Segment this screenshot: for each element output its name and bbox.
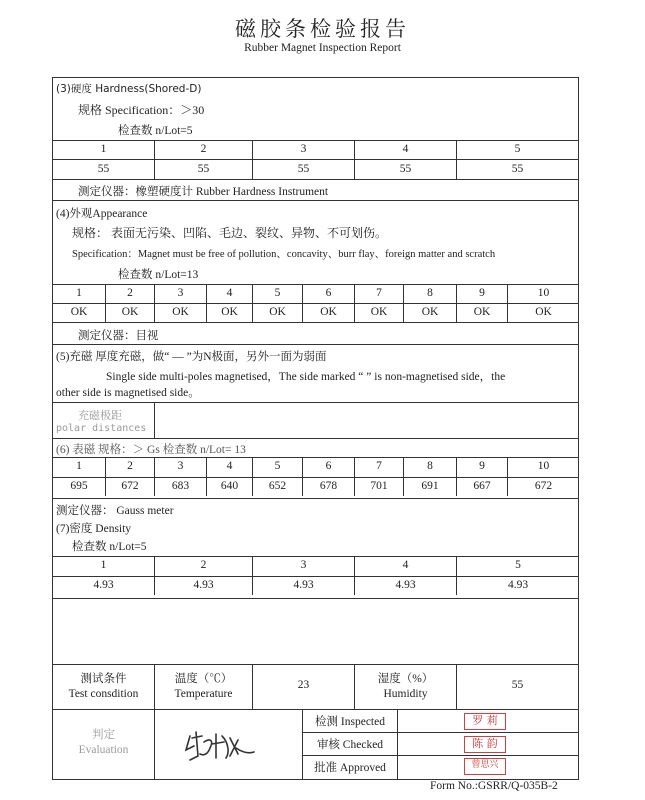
appearance-value-7: OK [370,306,388,318]
hardness-instrument: 测定仪器：橡塑硬度计 Rubber Hardness Instrument [78,186,329,198]
surface-value-8: 691 [421,480,439,492]
density-header-5: 5 [515,559,521,571]
surface-value-4: 640 [220,480,239,492]
surface-header-4: 4 [226,460,233,472]
appearance-header-6: 6 [325,287,332,299]
humidity-label-cn: 湿度（%） [377,673,434,685]
appearance-header-10: 10 [537,287,550,299]
density-header-2: 2 [200,559,207,571]
surface-header-9: 9 [479,460,485,472]
inspected-label: 检测 Inspected [315,716,385,728]
test-condition-label-cn: 测试条件 [80,673,127,685]
evaluation-label-cn: 判定 [92,729,115,741]
appearance-header-7: 7 [376,287,382,299]
density-header-3: 3 [300,559,307,571]
hardness-header-2: 2 [200,143,207,155]
hardness-value-4: 55 [399,163,412,175]
form-number: Form No.:GSRR/Q-035B-2 [430,780,558,792]
appearance-header-5: 5 [274,287,281,299]
humidity-value: 55 [511,679,524,691]
report-title-en: Rubber Magnet Inspection Report [244,42,401,54]
temperature-value: 23 [297,679,310,691]
surface-header-5: 5 [274,460,281,472]
surface-value-2: 672 [121,480,139,492]
surface-header-7: 7 [376,460,382,472]
appearance-header-3: 3 [177,287,184,299]
magnetize-desc-line2: other side is magnetised side。 [56,387,200,399]
density-sample: 检查数 n/Lot=5 [72,541,147,553]
hardness-header-3: 3 [300,143,307,155]
evaluation-signature [180,728,260,764]
appearance-value-9: OK [473,306,491,318]
appearance-spec-cn: 规格： 表面无污染、凹陷、毛边、裂纹、异物、不可划伤。 [72,226,388,240]
surface-header-10: 10 [537,460,550,472]
appearance-header-4: 4 [226,287,233,299]
appearance-value-3: OK [172,306,189,318]
appearance-header-1: 1 [76,287,82,299]
surface-header-2: 2 [127,460,133,472]
appearance-sample: 检查数 n/Lot=13 [118,269,199,281]
surface-header-6: 6 [325,460,332,472]
appearance-header-9: 9 [479,287,485,299]
magnetize-heading: (5)充磁 厚度充磁，做“ — ”为N极面，另外一面为弱面 [56,351,327,363]
density-header-4: 4 [402,559,409,571]
surface-header-8: 8 [427,460,433,472]
hardness-header-4: 4 [402,143,409,155]
evaluation-label-en: Evaluation [78,744,129,756]
test-condition-label-en: Test consdition [68,688,139,700]
appearance-heading: (4)外观Appearance [56,208,148,220]
surface-heading: (6) 表磁 规格：＞ Gs 检查数 n/Lot= 13 [56,444,246,456]
appearance-value-4: OK [221,306,238,318]
density-value-3: 4.93 [293,579,314,591]
hardness-sample: 检查数 n/Lot=5 [118,125,193,137]
temperature-label-en: Temperature [174,688,233,700]
surface-value-1: 695 [70,480,88,492]
density-header-1: 1 [100,559,107,571]
surface-value-7: 701 [370,480,388,492]
appearance-instrument: 测定仪器：目视 [78,330,159,342]
hardness-value-2: 55 [197,163,210,175]
appearance-header-8: 8 [427,287,433,299]
approved-stamp: 曾思兴 [464,758,506,775]
hardness-value-5: 55 [511,163,524,175]
appearance-value-8: OK [421,306,439,318]
surface-header-3: 3 [177,460,184,472]
surface-value-9: 667 [473,480,491,492]
checked-stamp: 陈 韵 [464,736,506,753]
density-value-5: 4.93 [507,579,529,591]
appearance-value-5: OK [269,306,286,318]
density-value-4: 4.93 [395,579,416,591]
density-value-2: 4.93 [193,579,214,591]
hardness-value-3: 55 [297,163,310,175]
hardness-spec: 规格 Specification：＞30 [78,103,205,117]
appearance-spec-en: Specification：Magnet must be free of pollution、concavity、burr flay、foreign matter and scratch [72,249,496,260]
density-heading: (7)密度 Density [56,523,132,535]
surface-value-10: 672 [534,480,553,492]
hardness-heading: (3)硬度 Hardness(Shored-D) [56,83,202,95]
surface-value-3: 683 [171,480,190,492]
inspected-stamp: 罗 莉 [464,713,506,730]
hardness-header-5: 5 [514,143,521,155]
magnetize-desc-line1: Single side multi-poles magnetised，The side marked “ ” is non-magnetised side，the [106,371,506,383]
surface-value-6: 678 [319,480,338,492]
surface-value-5: 652 [268,480,287,492]
appearance-header-2: 2 [127,287,133,299]
approved-label: 批准 Approved [314,762,386,774]
appearance-value-6: OK [320,306,337,318]
polar-distance-label-cn: 充磁极距 [78,410,122,422]
appearance-value-2: OK [121,306,139,318]
surface-header-1: 1 [76,460,82,472]
appearance-value-1: OK [70,306,88,318]
hardness-header-1: 1 [100,143,107,155]
polar-distance-label-en: polar distances [56,423,147,434]
temperature-label-cn: 温度（℃） [174,673,233,685]
hardness-value-1: 55 [97,163,110,175]
report-title-cn: 磁胶条检验报告 [235,17,410,41]
surface-instrument: 测定仪器： Gauss meter [56,505,174,517]
checked-label: 审核 Checked [316,739,384,751]
humidity-label-en: Humidity [383,688,428,700]
appearance-value-10: OK [535,306,552,318]
density-value-1: 4.93 [93,579,114,591]
